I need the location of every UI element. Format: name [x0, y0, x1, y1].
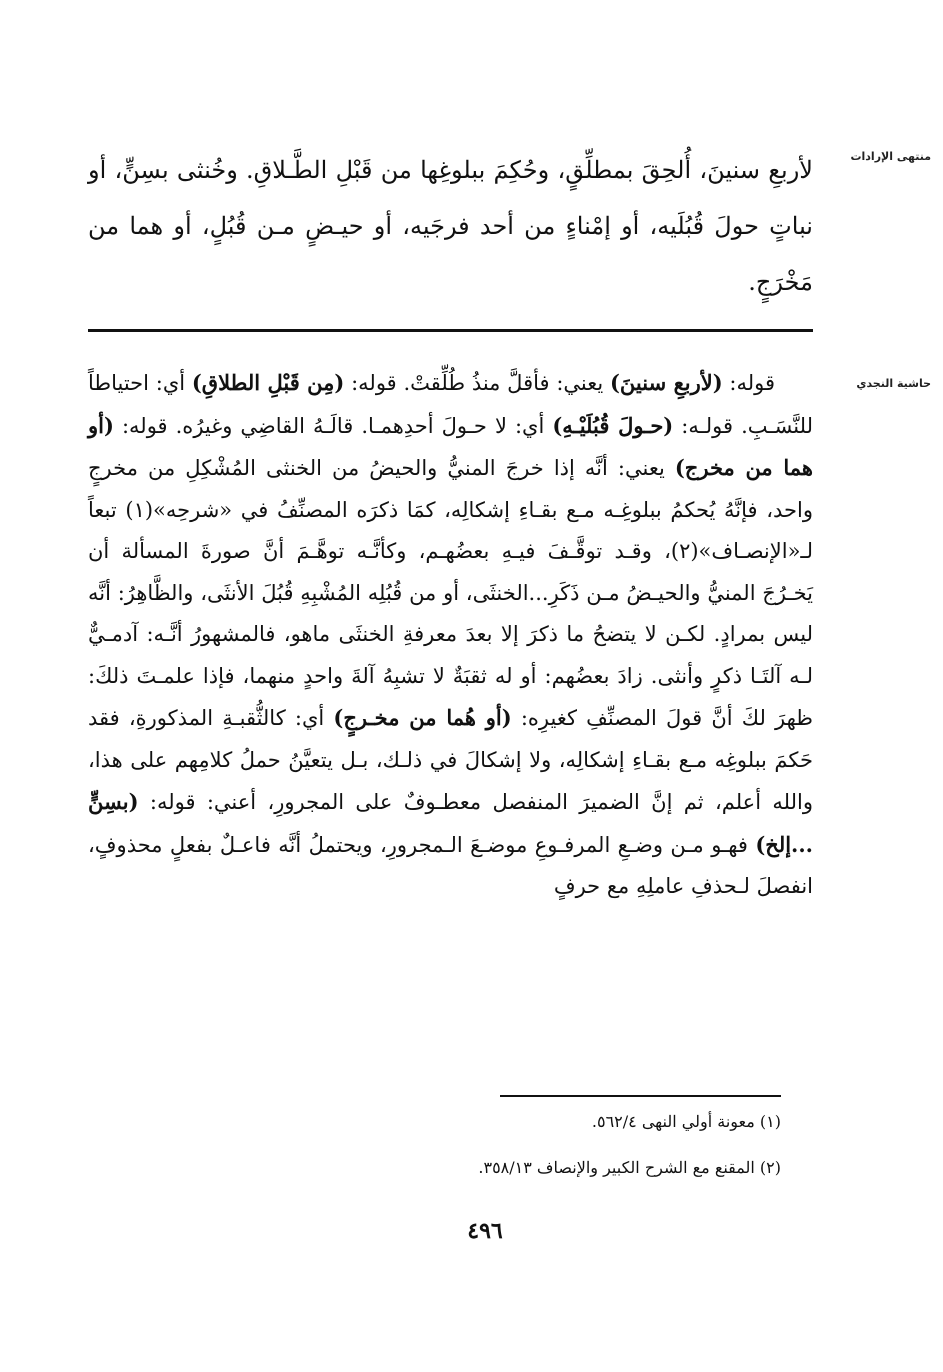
quoted-phrase: (مِن قَبْلِ الطلاقِ): [191, 370, 345, 395]
main-text-block: [88, 142, 813, 310]
commentary-text: فهـو مـن وضـعِ المرفـوعِ موضـعَ الـمجرورِ، ويحتملُ أنَّه فاعـلٌ بفعلٍ محذوفٍ، انفصلَ لـحذفِ عاملِهِ مع حرفٍ: [88, 832, 813, 898]
commentary-block: [88, 362, 813, 908]
commentary-paragraph: [88, 362, 813, 908]
quoted-phrase: (بسِنٍّ ...إلخ): [88, 789, 813, 857]
quoted-phrase: (أو هما من مخرج): [88, 412, 813, 480]
footnotes: [300, 1110, 781, 1202]
main-text-paragraph: لأربعِ سنينَ، أُلحِقَ بمطلِّقٍ، وحُكِمَ ببلوغِها من قَبْلِ الطَّـلاقِ. وخُنثى بسِنٍّ، أو نباتٍ حولَ قُبُلَيه، أو إمْناءٍ من أحد فرجَيه، أو حيـضٍ مـن قُبُلٍ، أو هما من مَخْرَجٍ.: [88, 156, 813, 296]
commentary-text: يعني: فأقلَّ منذُ طُلِّقتْ. قوله:: [344, 371, 610, 395]
section-divider: [88, 329, 813, 332]
commentary-text: أي: لا حـولَ أحدِهمـا. قالَـهُ القاضِي وغيرُه. قوله:: [113, 413, 553, 438]
footnote-1: (١) معونة أولي النهى ٥٦٢/٤.: [591, 1112, 781, 1131]
commentary-text: يعني: أنَّه إذا خرجَ المنيُّ والحيضُ من الخنثى المُشْكِلِ من مخرجٍ واحد، فإنَّهُ يُحكمُ ببلوغِـه مـع بقـاءِ إشكالِه، كمَا ذكرَه المصنِّفُ في «شرحِه»(١) تبعاً لـ«الإنصـاف»(٢)، وقـد توقَّـفَ فيـهِ بعضُهـم، وكأنَّـه توهَّـمَ أنَّ صورةَ المسألة أن يَخـرُجَ المنيُّ والحيـضُ مـن ذَكَرِ...الخنثَى، أو من قُبُلِه المُشْبِهِ قُبُلَ الأنثَى، والظَّاهِرُ: أنَّه ليس بمرادٍ. لكـن لا يتضحُ ما ذكرَ إلا بعدَ معرفةِ الخنثَى ماهو، فالمشهورُ أنَّـه: آدمـيٌّ لـه آلتَـا ذكرٍ وأنثى. زادَ بعضُهم: أو له ثقبَةٌ لا تشبِهُ آلةَ واحدٍ منهما، فإذا علمـتَ ذلكَ: ظهرَ لكَ أنَّ قولَ المصنِّفِ كغيرِه:: [88, 456, 814, 730]
page-number: ٤٩٦: [467, 1218, 503, 1244]
quoted-phrase: (لأربعِ سنينَ): [609, 370, 723, 395]
commentary-text: أي: كالثُّقبـةِ المذكورةِ، فقد حَكمَ ببلوغِه مـع بقـاءِ إشكالِه، ولا إشكالَ في ذلـك، بـل يتعيَّنُ حملُ كلامِهم على هذا، والله أعلم، ثم إنَّ الضميرَ المنفصل معطـوفٌ على المجرورِ، أعني: قوله:: [88, 706, 813, 814]
footnote-divider: [500, 1095, 781, 1097]
footnote-2: (٢) المقنع مع الشرح الكبير والإنصاف ٣٥٨/١٣.: [478, 1158, 781, 1177]
quoted-phrase: (أو هُما من مخـرجٍ): [333, 705, 512, 730]
commentary-text: أي: احتياطاً للنَّسَـبِ. قولـه:: [88, 371, 813, 438]
main-source-label: منتهى الإرادات: [850, 150, 931, 163]
quoted-phrase: (حـولَ قُبُلَيْـهِ): [552, 412, 674, 438]
commentary-text: قوله:: [722, 371, 776, 395]
commentary-source-label: حاشية النجدي: [856, 377, 931, 390]
